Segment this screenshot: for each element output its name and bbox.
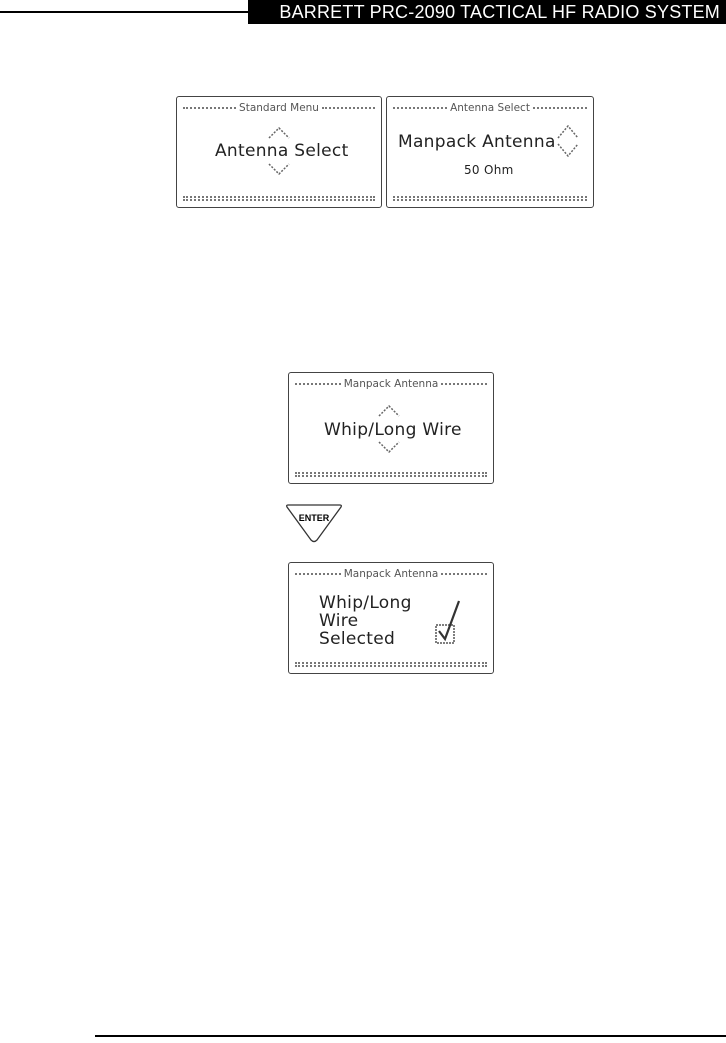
lcd-manpack-selected [288, 562, 494, 674]
footer-rule [95, 1035, 726, 1037]
down-arrow-icon [267, 163, 291, 175]
screen-title: Manpack Antenna [343, 568, 439, 580]
lcd-bottom-border [295, 472, 487, 477]
lcd-antenna-select [386, 96, 594, 208]
lcd-title-row [393, 102, 587, 114]
screen-title: Antenna Select [450, 102, 530, 114]
up-arrow-icon [377, 405, 401, 417]
screen-title: Standard Menu [239, 102, 319, 114]
menu-item-sub: 50 Ohm [464, 163, 514, 177]
up-down-arrows-icon [555, 123, 581, 159]
header-rule [0, 11, 248, 13]
lcd-bottom-border [393, 196, 587, 201]
screen-title: Manpack Antenna [343, 378, 439, 390]
lcd-manpack-antenna [288, 372, 494, 484]
menu-item-label: Antenna Select [215, 141, 349, 161]
status-line-2: Wire [319, 611, 359, 631]
enter-key-icon [284, 502, 344, 544]
down-arrow-icon [377, 441, 401, 453]
lcd-title-row [183, 102, 375, 114]
status-line-3: Selected [319, 629, 396, 649]
menu-item-label: Whip/Long Wire [324, 420, 462, 440]
lcd-bottom-border [183, 196, 375, 201]
page-header: BARRETT PRC-2090 TACTICAL HF RADIO SYSTEM [248, 0, 726, 24]
lcd-title-row [295, 378, 487, 390]
checkmark-icon [433, 597, 463, 647]
enter-key[interactable] [284, 502, 344, 544]
enter-key-label: ENTER [298, 513, 330, 523]
up-arrow-icon [267, 127, 291, 139]
lcd-title-row [295, 568, 487, 580]
lcd-standard-menu [176, 96, 382, 208]
status-line-1: Whip/Long [319, 593, 412, 613]
lcd-bottom-border [295, 662, 487, 667]
menu-item-label: Manpack Antenna [398, 132, 556, 152]
